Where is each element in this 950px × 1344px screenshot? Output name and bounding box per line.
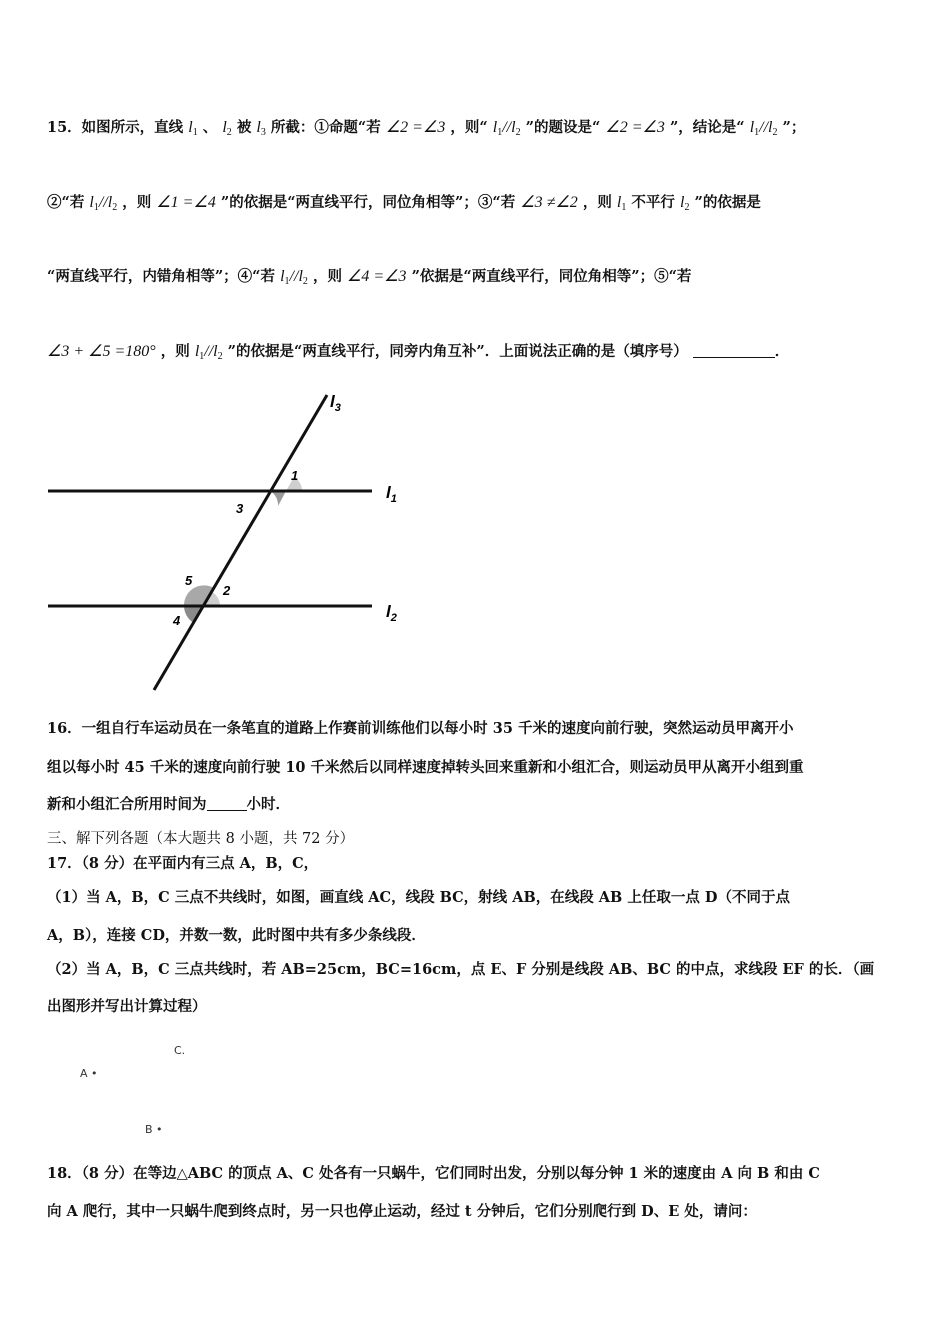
q17-line-3: A，B），连接 CD，并数一数，此时图中共有多少条线段． <box>47 927 426 944</box>
label-l3: $l_3$ <box>330 392 341 414</box>
q15-line-3: “两直线平行，内错角相等”；④“若 $l_1//l_2$ ，则 ∠4 =∠3 ”依据是“两直线平行，同位角相等”；⑤“若 <box>47 268 692 287</box>
label-angle-4: 4 <box>173 613 181 628</box>
q17-line-5: 出图形并写出计算过程） <box>47 998 207 1015</box>
label-angle-2: 2 <box>223 583 231 598</box>
q15-line-4: ∠3 + ∠5 =180° ，则 $l_1//l_2$ ”的依据是“两直线平行，同旁内角互补”．上面说法正确的是（填序号） ． <box>47 343 790 362</box>
q18-line-2: 向 A 爬行，其中一只蜗牛爬到终点时，另一只也停止运动，经过 t 分钟后，它们分别爬行到 D、E 处，请问： <box>47 1203 757 1220</box>
q17-line-1: 17．（8 分）在平面内有三点 A，B，C， <box>47 855 319 872</box>
line-l3 <box>154 395 327 690</box>
q17-line-2: （1）当 A，B，C 三点不共线时，如图，画直线 AC，线段 BC，射线 AB，在线段 AB 上任取一点 D（不同于点 <box>47 889 790 906</box>
label-angle-5: 5 <box>185 573 193 588</box>
answer-blank[interactable] <box>207 810 247 811</box>
q16-line-3: 新和小组汇合所用时间为 小时． <box>47 796 290 813</box>
parallel-lines-figure <box>40 385 420 700</box>
q17-line-4: （2）当 A，B，C 三点共线时，若 AB=25cm，BC=16cm，点 E、F 分别是线段 AB、BC 的中点，求线段 EF 的长．（画 <box>47 961 875 978</box>
label-l1: $l_1$ <box>386 483 397 505</box>
point-b: B • <box>145 1123 163 1136</box>
answer-blank[interactable] <box>693 357 775 358</box>
label-angle-1: 1 <box>291 468 299 483</box>
q16-line-2: 组以每小时 45 千米的速度向前行驶 10 千米然后以同样速度掉转头回来重新和小组汇合，则运动员甲从离开小组到重 <box>47 759 804 776</box>
q15-line-2: ②“若 $l_1//l_2$ ，则 ∠1 =∠4 ”的依据是“两直线平行，同位角相等”；③“若 ∠3 ≠∠2 ，则 $l_1$ 不平行 $l_2$ ”的依据是 <box>47 194 761 213</box>
q15-line-1: 15．如图所示，直线 $l_1$ 、 $l_2$ 被 $l_3$ 所截：①命题“若 ∠2 =∠3 ，则“ $l_1//l_2$ ”的题设是“ ∠2 =∠3 ”，结论是“ $l_1//l_2$ ”； <box>47 119 806 138</box>
q18-line-1: 18．（8 分）在等边△ABC 的顶点 A、C 处各有一只蜗牛，它们同时出发，分别以每分钟 1 米的速度由 A 向 B 和由 C <box>47 1165 820 1182</box>
section-heading: 三、解下列各题（本大题共 8 小题，共 72 分） <box>47 831 355 847</box>
label-angle-3: 3 <box>236 501 244 516</box>
q16-line-1: 16．一组自行车运动员在一条笔直的道路上作赛前训练他们以每小时 35 千米的速度向前行驶，突然运动员甲离开小 <box>47 720 794 737</box>
point-c: C. <box>174 1044 186 1057</box>
point-a: A • <box>80 1067 98 1080</box>
label-l2: $l_2$ <box>386 602 397 624</box>
angle-3-shade <box>270 491 286 506</box>
